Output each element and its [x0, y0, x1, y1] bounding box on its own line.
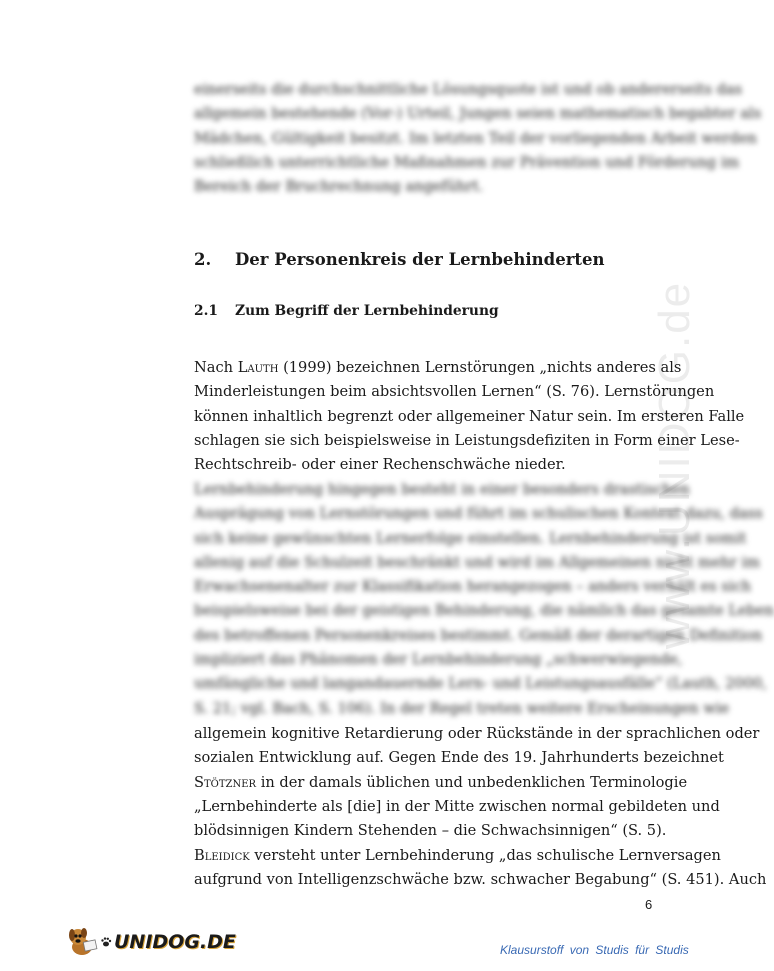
author-name: Bleidick — [194, 847, 250, 864]
text-line: Minderleistungen beim absichtsvollen Lernen“ (S. 76). Lernstörungen — [194, 383, 715, 401]
text-fragment: (1999) bezeichnen Lernstörungen „nichts anderes als — [283, 359, 682, 376]
text-line: allenig auf die Schulzeit beschränkt und wird im Allgemeinen nicht mehr im — [194, 553, 760, 571]
paw-icon — [100, 936, 112, 948]
text-line: Lernbehinderung hingegen besteht in einer besonders drastischen — [194, 481, 690, 498]
text-line: allgemein bestehende (Vor-) Urteil, Jungen seien mathematisch begabter als — [194, 105, 762, 123]
text-line: S. 21; vgl. Bach, S. 106). In der Regel treten weitere Erscheinungen wie — [194, 699, 730, 717]
text-line: schließlich unterrichtliche Maßnahmen zur Prävention und Förderung im — [194, 153, 740, 171]
section-number: 2. — [194, 250, 212, 269]
intro-paragraph-blurred — [194, 78, 762, 199]
paragraph-lernstoerungen — [194, 356, 745, 477]
unidog-logo[interactable] — [66, 924, 236, 960]
text-line: schlagen sie sich beispielsweise in Leistungsdefiziten in Form einer Lese- — [194, 431, 740, 449]
text-line: einerseits die durchschnittliche Lösungsquote ist und ob andererseits das — [194, 81, 743, 98]
text-line: des betroffenen Personenkreises bestimmt. Gemäß der derartigen Definition — [194, 626, 763, 644]
text-line: können inhaltlich begrenzt oder allgemeiner Natur sein. Im ersteren Falle — [194, 407, 745, 425]
author-name: Lauth — [237, 359, 279, 376]
text-line — [194, 356, 682, 380]
text-fragment: versteht unter Lernbehinderung „das schulische Lernversagen — [254, 847, 721, 864]
paragraph-lernbehinderung-visible — [194, 722, 760, 843]
paragraph-lernbehinderung-blurred — [194, 478, 774, 721]
paragraph-bleidick — [194, 844, 767, 893]
text-line: umfängliche und langandauernde Lern- und Leistungsausfälle“ (Lauth, 2000, — [194, 675, 767, 693]
text-line — [194, 771, 688, 795]
section-title: Der Personenkreis der Lernbehinderten — [235, 250, 605, 269]
text-line: Bereich der Bruchrechnung angeführt. — [194, 178, 484, 196]
text-line: aufgrund von Intelligenzschwäche bzw. schwacher Begabung“ (S. 451). Auch — [194, 871, 767, 889]
text-line: allgemein kognitive Retardierung oder Rückstände in der sprachlichen oder — [194, 725, 760, 742]
text-line — [194, 844, 721, 868]
text-line: impliziert das Phänomen der Lernbehinderung „schwerwiegende, — [194, 651, 683, 669]
subsection-title: Zum Begriff der Lernbehinderung — [235, 303, 499, 319]
text-fragment: Nach — [194, 359, 234, 376]
subsection-number: 2.1 — [194, 303, 219, 319]
text-line: Rechtschreib- oder einer Rechenschwäche nieder. — [194, 456, 566, 474]
subsection-heading — [194, 303, 499, 319]
text-line: Mädchen, Gültigkeit besitzt. Im letzten Teil der vorliegenden Arbeit werden — [194, 129, 757, 147]
section-heading — [194, 250, 605, 269]
footer-slogan: Klausurstoff von Studis für Studis — [500, 943, 689, 957]
author-name: Stötzner — [194, 773, 257, 791]
watermark-text: www.UNIDOG.de — [650, 280, 700, 650]
text-fragment: in der damals üblichen und unbedenklichen Terminologie — [260, 773, 688, 791]
page-number: 6 — [645, 897, 653, 912]
text-line: blödsinnigen Kindern Stehenden – die Schwachsinnigen“ (S. 5). — [194, 822, 667, 840]
text-line: Erwachsenenalter zur Klassifikation herangezogen – anders verhält es sich — [194, 578, 752, 596]
logo-text: UNIDOG.DE — [114, 931, 236, 953]
dog-mascot-icon — [66, 925, 100, 959]
text-line: sich keine gewünschten Lernerfolge einstellen. Lernbehinderung ist somit — [194, 529, 747, 547]
text-line: Ausprägung von Lernstörungen und führt im schulischen Kontext dazu, dass — [194, 505, 763, 523]
text-line: beispielsweise bei der geistigen Behinderung, die nämlich das gesamte Leben — [194, 602, 774, 620]
text-line: sozialen Entwicklung auf. Gegen Ende des 19. Jahrhunderts bezeichnet — [194, 749, 724, 767]
text-line: „Lernbehinderte als [die] in der Mitte zwischen normal gebildeten und — [194, 797, 720, 815]
